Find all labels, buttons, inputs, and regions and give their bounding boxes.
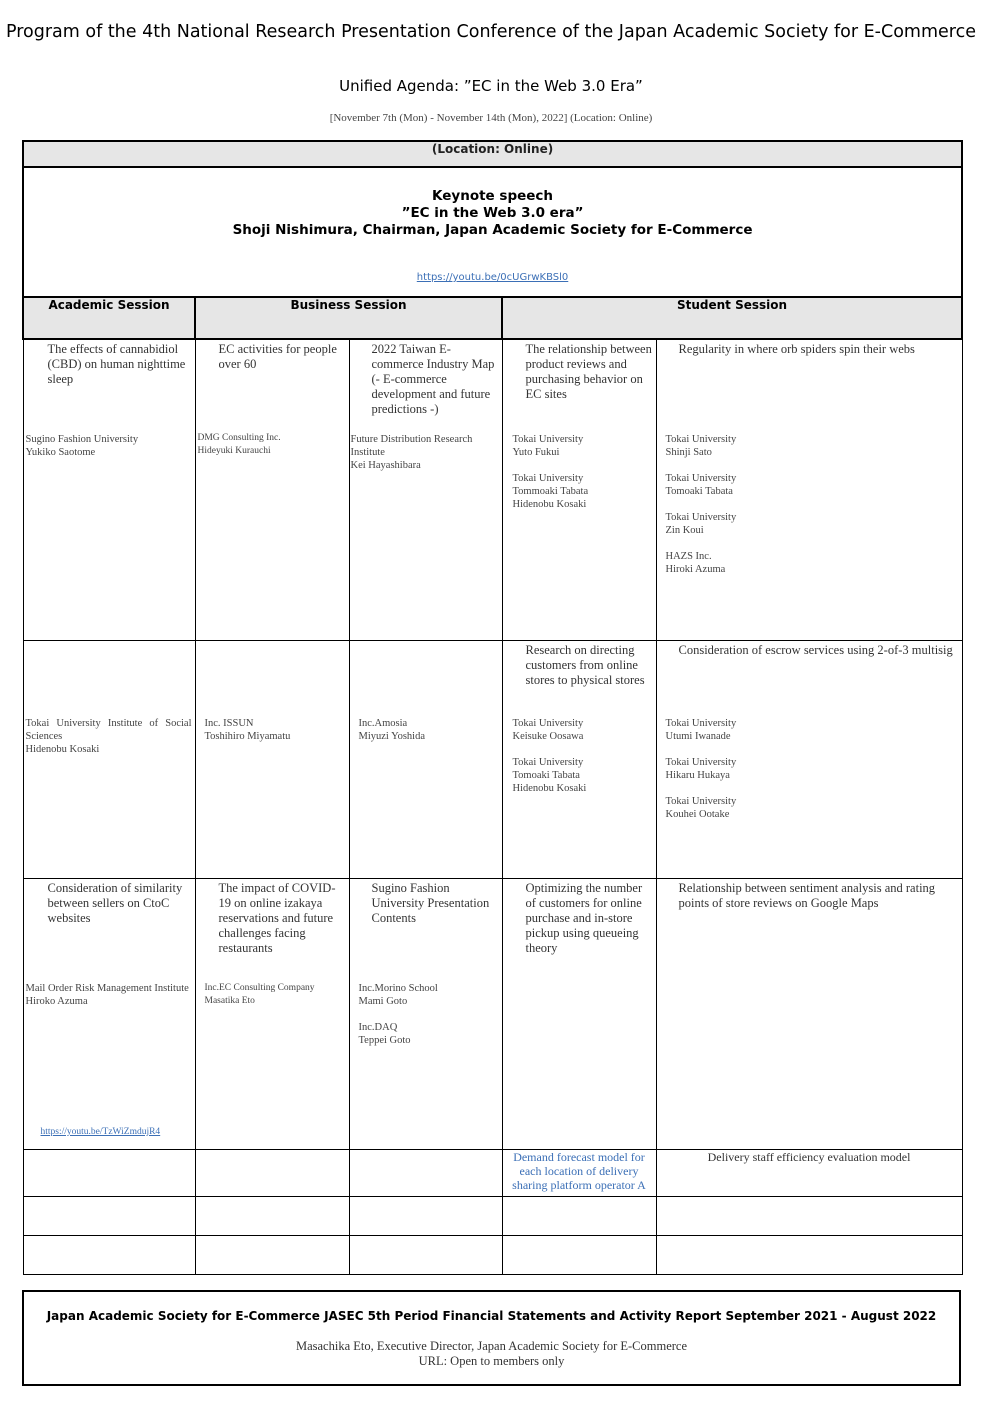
table-row [23,1197,962,1236]
location-label: (Location: Online) [23,141,962,167]
presentation-cell [23,879,195,1150]
presentation-title: Optimizing the number of customers for online purchase and in-store pickup using queueing theory [525,881,643,955]
empty-cell [195,1197,349,1236]
presentation-authors: Inc. ISSUN Toshihiro Miyamatu [204,718,291,742]
table-row [23,1236,962,1275]
report-url-note: URL: Open to members only [418,1354,565,1368]
empty-cell [656,1236,962,1275]
keynote-cell [23,167,962,297]
presentation-authors: Inc.EC Consulting Company Masatika Eto [204,983,315,1006]
presentation-authors: Mail Order Risk Management Institute Hiroko Azuma [25,983,189,1007]
keynote-label: Keynote speech [432,188,554,204]
empty-cell [349,1236,502,1275]
presentation-cell [349,641,502,879]
session-header-row [23,297,962,339]
presentation-authors: Inc.Amosia Miyuzi Yoshida [358,718,426,742]
presentation-title: Delivery staff efficiency evaluation model [656,1150,962,1197]
presentation-title: EC activities for people over 60 [218,342,337,371]
student-session-header: Student Session [502,297,962,339]
presentation-title: 2022 Taiwan E-commerce Industry Map (- E-commerce development and future predictions -) [371,342,495,416]
conference-dates: [November 7th (Mon) - November 14th (Mon), 2022] (Location: Online) [329,112,653,124]
keynote-speaker: Shoji Nishimura, Chairman, Japan Academic Society for E-Commerce [232,222,753,238]
empty-cell [656,1197,962,1236]
financial-report-box [22,1290,961,1386]
empty-cell [195,1236,349,1275]
presentation-cell [195,641,349,879]
presentation-authors: Sugino Fashion University Yukiko Saotome [25,434,139,458]
keynote-link[interactable]: https://youtu.be/0cUGrwKBSl0 [416,272,569,283]
keynote-title: ”EC in the Web 3.0 era” [401,205,584,221]
presentation-authors: Future Distribution Research Institute Kei Hayashibara [350,434,473,471]
report-title: Japan Academic Society for E-Commerce JASEC 5th Period Financial Statements and Activity Report September 2021 - August 2022 [46,1309,937,1323]
presentation-cell [23,339,195,641]
presentation-title: Consideration of similarity between sellers on CtoC websites [47,881,183,925]
table-row [23,641,962,879]
empty-cell [23,1197,195,1236]
presentation-cell [23,641,195,879]
presentation-title: The impact of COVID-19 on online izakaya reservations and future challenges facing restaurants [218,881,336,955]
location-row [23,141,962,167]
presentation-authors: Tokai University Shinji Sato Tokai University Tomoaki Tabata Tokai University Zin Koui HAZS Inc. Hiroki Azuma [665,434,737,575]
presentation-cell [502,641,656,879]
presentation-authors: Inc.Morino School Mami Goto Inc.DAQ Teppei Goto [358,983,438,1046]
presentation-title: The relationship between product reviews and purchasing behavior on EC sites [525,342,652,401]
empty-cell [195,1150,349,1197]
presentation-cell [349,339,502,641]
presentation-authors: Tokai University Utumi Iwanade Tokai University Hikaru Hukaya Tokai University Kouhei Ootake [665,718,737,820]
empty-cell [502,1236,656,1275]
empty-cell [349,1197,502,1236]
presentation-title: The effects of cannabidiol (CBD) on human nighttime sleep [47,342,186,386]
empty-cell [349,1150,502,1197]
presentation-title: Demand forecast model for each location of delivery sharing platform operator A [502,1150,656,1197]
presentation-title: Research on directing customers from online stores to physical stores [525,643,645,687]
presentation-authors: DMG Consulting Inc. Hideyuki Kurauchi [197,433,281,456]
presentation-title: Consideration of escrow services using 2-of-3 multisig [678,643,953,657]
presentation-cell [195,879,349,1150]
program-table [22,140,963,1275]
academic-session-header: Academic Session [23,297,195,339]
table-row [23,339,962,641]
page-title: Program of the 4th National Research Presentation Conference of the Japan Academic Society for E-Commerce [5,22,976,42]
presentation-cell [502,339,656,641]
table-row [23,879,962,1150]
report-author: Masachika Eto, Executive Director, Japan Academic Society for E-Commerce [295,1339,687,1353]
presentation-cell [656,339,962,641]
empty-cell [23,1150,195,1197]
page-subtitle: Unified Agenda: ”EC in the Web 3.0 Era” [339,77,643,95]
presentation-authors: Tokai University Yuto Fukui Tokai University Tommoaki Tabata Hidenobu Kosaki [512,434,589,510]
presentation-title: Relationship between sentiment analysis and rating points of store reviews on Google Maps [678,881,936,910]
presentation-title: Regularity in where orb spiders spin their webs [678,342,915,356]
business-session-header: Business Session [195,297,502,339]
empty-cell [502,1197,656,1236]
keynote-row [23,167,962,297]
presentation-cell [195,339,349,641]
presentation-cell [656,879,962,1150]
presentation-title: Sugino Fashion University Presentation Contents [371,881,490,925]
empty-cell [23,1236,195,1275]
presentation-cell [656,641,962,879]
presentation-video-link[interactable]: https://youtu.be/TzWiZmdujR4 [40,1127,161,1137]
presentation-cell [349,879,502,1150]
table-row [23,1150,962,1197]
presentation-cell [502,879,656,1150]
presentation-authors: Tokai University Institute of Social Sciences Hidenobu Kosaki [25,718,192,755]
presentation-authors: Tokai University Keisuke Oosawa Tokai University Tomoaki Tabata Hidenobu Kosaki [512,718,587,794]
